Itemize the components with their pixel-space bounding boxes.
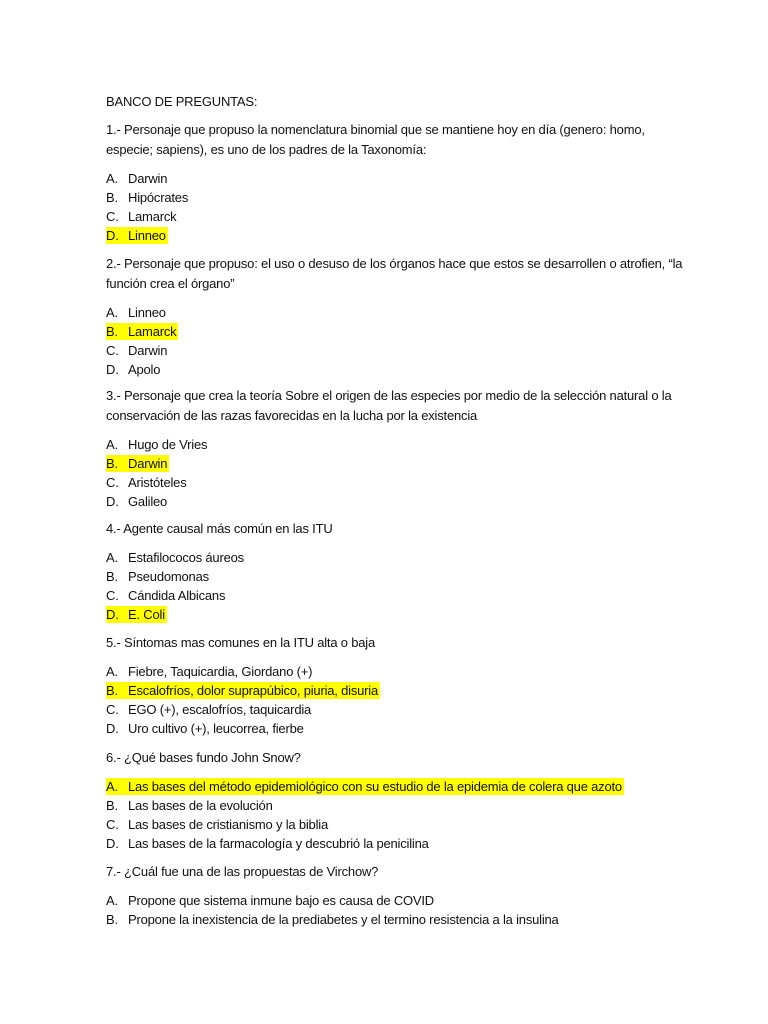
option-text: Hipócrates xyxy=(128,190,189,205)
option-text: Las bases de cristianismo y la biblia xyxy=(128,817,328,832)
option-letter: C. xyxy=(106,343,119,358)
option-letter: B. xyxy=(106,324,118,339)
option-text: Propone la inexistencia de la prediabetes y el termino resistencia a la insulina xyxy=(128,912,559,927)
options-list xyxy=(106,169,686,245)
option-c xyxy=(106,207,686,226)
option-b xyxy=(106,454,686,473)
option-letter: D. xyxy=(106,836,119,851)
option-text: EGO (+), escalofríos, taquicardia xyxy=(128,702,312,717)
options-list xyxy=(106,777,686,853)
option-text: Darwin xyxy=(128,171,168,186)
option-text: Aristóteles xyxy=(128,475,187,490)
question-text: 2.- Personaje que propuso: el uso o desuso de los órganos hace que estos se desarrollen o atrofien, “la función crea el órgano” xyxy=(106,256,683,291)
question-text: 1.- Personaje que propuso la nomenclatura binomial que se mantiene hoy en día (genero: homo, especie; sapiens), es uno de los padres de la Taxonomía: xyxy=(106,122,645,157)
option-letter: A. xyxy=(106,664,118,679)
option-text: Fiebre, Taquicardia, Giordano (+) xyxy=(128,664,313,679)
option-c xyxy=(106,815,686,834)
option-text: Estafilococos áureos xyxy=(128,550,244,565)
option-text: Lamarck xyxy=(128,209,177,224)
options-list xyxy=(106,548,686,624)
option-letter: B. xyxy=(106,456,118,471)
option-c xyxy=(106,473,686,492)
question-text: 7.- ¿Cuál fue una de las propuestas de Virchow? xyxy=(106,864,379,879)
option-c xyxy=(106,586,686,605)
option-b xyxy=(106,910,686,929)
option-letter: B. xyxy=(106,683,118,698)
options-list xyxy=(106,435,686,511)
option-text: Las bases de la farmacología y descubrió la penicilina xyxy=(128,836,429,851)
option-text: Pseudomonas xyxy=(128,569,209,584)
question-6 xyxy=(106,748,686,853)
options-list xyxy=(106,303,686,379)
option-letter: A. xyxy=(106,893,118,908)
option-text: E. Coli xyxy=(128,607,165,622)
options-list xyxy=(106,662,686,738)
option-letter: D. xyxy=(106,607,119,622)
option-letter: C. xyxy=(106,817,119,832)
option-letter: A. xyxy=(106,171,118,186)
option-a xyxy=(106,169,686,188)
question-text: 4.- Agente causal más común en las ITU xyxy=(106,521,333,536)
option-text: Apolo xyxy=(128,362,161,377)
question-5 xyxy=(106,633,686,738)
option-a xyxy=(106,891,686,910)
option-text: Hugo de Vries xyxy=(128,437,208,452)
option-a xyxy=(106,435,686,454)
question-text: 5.- Síntomas mas comunes en la ITU alta o baja xyxy=(106,635,375,650)
question-4 xyxy=(106,519,686,624)
question-7 xyxy=(106,862,686,929)
question-2 xyxy=(106,254,686,379)
option-letter: A. xyxy=(106,305,118,320)
option-letter: B. xyxy=(106,912,118,927)
option-b xyxy=(106,567,686,586)
option-letter: D. xyxy=(106,721,119,736)
option-text: Linneo xyxy=(128,228,166,243)
option-text: Darwin xyxy=(128,456,168,471)
option-text: Cándida Albicans xyxy=(128,588,226,603)
option-letter: C. xyxy=(106,702,119,717)
option-letter: D. xyxy=(106,228,119,243)
option-b xyxy=(106,681,686,700)
option-text: Uro cultivo (+), leucorrea, fierbe xyxy=(128,721,304,736)
option-a xyxy=(106,303,686,322)
option-text: Propone que sistema inmune bajo es causa de COVID xyxy=(128,893,434,908)
option-letter: C. xyxy=(106,588,119,603)
option-text: Escalofríos, dolor suprapúbico, piuria, disuria xyxy=(128,683,379,698)
option-d xyxy=(106,605,686,624)
option-text: Las bases de la evolución xyxy=(128,798,273,813)
option-d xyxy=(106,834,686,853)
option-b xyxy=(106,188,686,207)
option-text: Lamarck xyxy=(128,324,177,339)
option-letter: C. xyxy=(106,209,119,224)
option-c xyxy=(106,341,686,360)
option-letter: A. xyxy=(106,437,118,452)
option-a xyxy=(106,777,686,796)
option-letter: C. xyxy=(106,475,119,490)
option-letter: D. xyxy=(106,362,119,377)
option-d xyxy=(106,360,686,379)
option-d xyxy=(106,492,686,511)
question-3 xyxy=(106,386,686,511)
option-c xyxy=(106,700,686,719)
option-text: Galileo xyxy=(128,494,168,509)
option-letter: B. xyxy=(106,798,118,813)
question-text: 3.- Personaje que crea la teoría Sobre el origen de las especies por medio de la selección natural o la conservación de las razas favorecidas en la lucha por la existencia xyxy=(106,388,672,423)
option-text: Darwin xyxy=(128,343,168,358)
question-1 xyxy=(106,120,686,245)
option-a xyxy=(106,662,686,681)
option-b xyxy=(106,796,686,815)
option-a xyxy=(106,548,686,567)
options-list xyxy=(106,891,686,929)
option-text: Las bases del método epidemiológico con su estudio de la epidemia de colera que azoto xyxy=(128,779,622,794)
option-text: Linneo xyxy=(128,305,166,320)
option-b xyxy=(106,322,686,341)
option-letter: D. xyxy=(106,494,119,509)
option-d xyxy=(106,719,686,738)
option-letter: B. xyxy=(106,190,118,205)
option-letter: A. xyxy=(106,779,118,794)
option-letter: B. xyxy=(106,569,118,584)
option-d xyxy=(106,226,686,245)
option-letter: A. xyxy=(106,550,118,565)
question-text: 6.- ¿Qué bases fundo John Snow? xyxy=(106,750,301,765)
page-title: BANCO DE PREGUNTAS: xyxy=(106,94,258,109)
